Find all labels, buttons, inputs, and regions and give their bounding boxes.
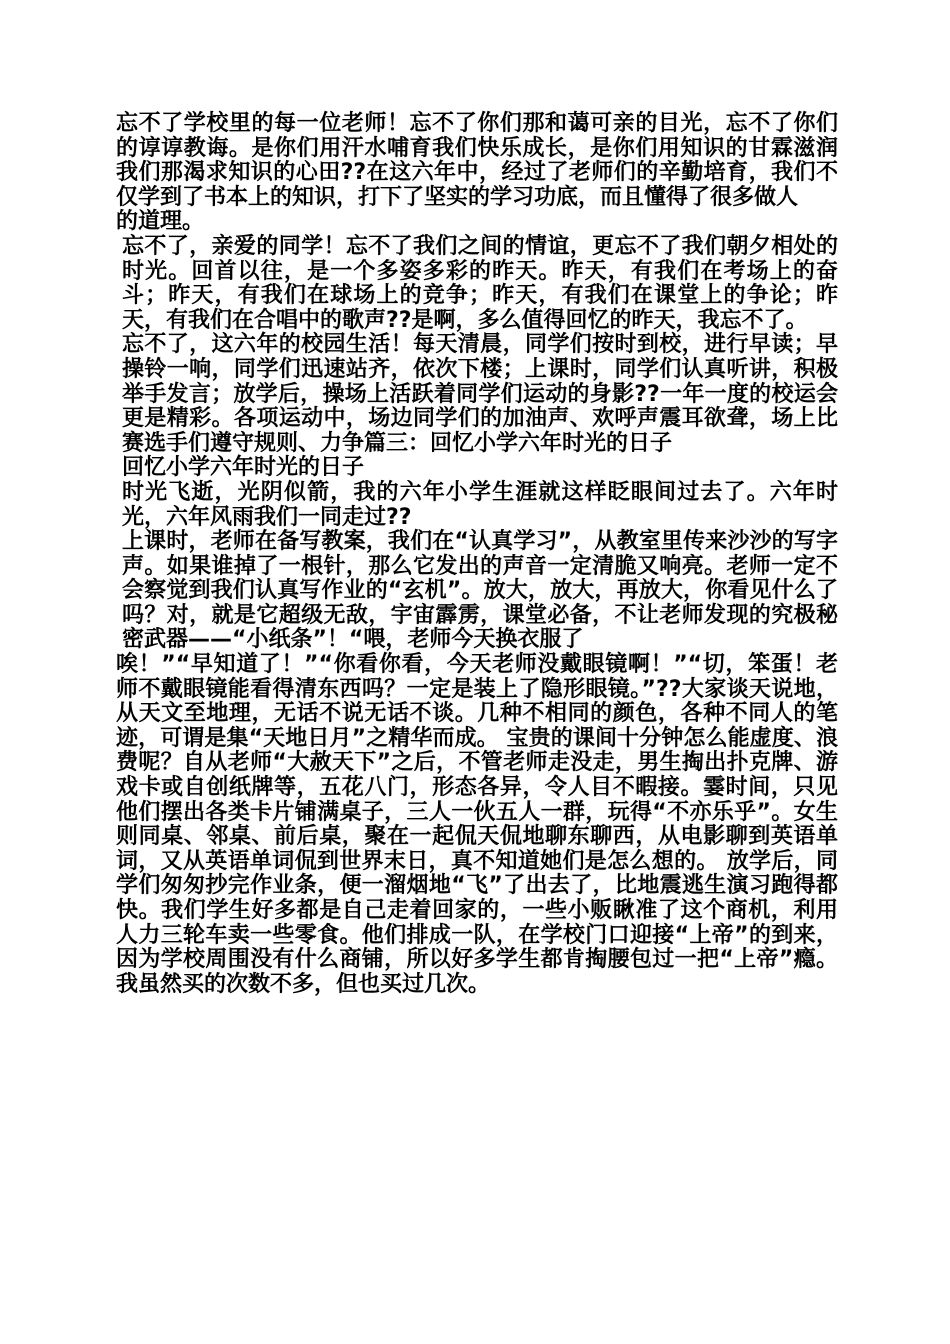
paragraph-teachers-end: 的道理。 bbox=[116, 209, 205, 235]
paragraph-classmates: 忘不了，亲爱的同学！忘不了我们之间的情谊，更忘不了我们朝夕相处的时光。回首以往，是一个多姿多彩的昨天。昨天，有我们在考场上的奋斗；昨天，有我们在球场上的竞争；昨天，有我们在课堂上的争论；昨天，有我们在合唱中的歌声??是啊，多么值得回忆的昨天，我忘不了。 bbox=[122, 233, 838, 333]
document-body bbox=[116, 112, 838, 997]
paragraph-in-class: 上课时，老师在备写教案，我们在“认真学习”，从教室里传来沙沙的写字声。如果谁掉了一根针，那么它发出的声音一定清脆又响亮。老师一定不会察觉到我们认真写作业的“玄机”。放大，放大，再放大，你看见什么了吗？对，就是它超级无敌，宇宙霹雳，课堂必备，不让老师发现的究极秘密武器——“小纸条”！“喂，老师今天换衣服了 bbox=[122, 529, 838, 653]
paragraph-break-time: 唉！”“早知道了！”“你看你看，今天老师没戴眼镜啊！”“切，笨蛋！老师不戴眼镜能看得清东西吗？一定是装上了隐形眼镜。”??大家谈天说地，从天文至地理，无话不说无话不谈。几种不相同的颜色，各种不同人的笔迹，可谓是集“天地日月”之精华而成。 宝贵的课间十分钟怎么能虚度、浪费呢？自从老师“大赦天下”之后，不管老师走没走，男生掏出扑克牌、游戏卡或自创纸牌等，五花八门，形态各异，令人目不暇接。霎时间，只见他们摆出各类卡片铺满桌子，三人一伙五人一群，玩得“不亦乐乎”。女生则同桌、邻桌、前后桌，聚在一起侃天侃地聊东聊西，从电影聊到英语单词，又从英语单词侃到世界末日，真不知道她们是怎么想的。 放学后，同学们匆匆抄完作业条，便一溜烟地“飞”了出去了，比地震逃生演习跑得都快。我们学生好多都是自己走着回家的，一些小贩瞅准了这个商机，利用人力三轮车卖一些零食。他们排成一队，在学校门口迎接“上帝”的到来，因为学校周围没有什么商铺，所以好多学生都肯掏腰包过一把“上帝”瘾。我虽然买的次数不多，但也买过几次。 bbox=[116, 652, 838, 997]
paragraph-teachers: 忘不了学校里的每一位老师！忘不了你们那和蔼可亲的目光，忘不了你们的谆谆教诲。是你们用汗水哺育我们快乐成长，是你们用知识的甘霖滋润我们那渴求知识的心田??在这六年中，经过了老师们的辛勤培育，我们不仅学到了书本上的知识，打下了坚实的学习功底，而且懂得了很多做人 bbox=[116, 111, 838, 210]
paragraph-time-flies: 时光飞逝，光阴似箭，我的六年小学生涯就这样眨眼间过去了。六年时光，六年风雨我们一同走过?? bbox=[122, 479, 838, 530]
paragraph-campus-life: 忘不了，这六年的校园生活！每天清晨，同学们按时到校，进行早读；早操铃一响，同学们迅速站齐，依次下楼；上课时，同学们认真听讲，积极举手发言；放学后，操场上活跃着同学们运动的身影??一年一度的校运会更是精彩。各项运动中，场边同学们的加油声、欢呼声震耳欲聋，场上比赛选手们遵守规则、力争篇三：回忆小学六年时光的日子 bbox=[122, 332, 838, 456]
section-heading: 回忆小学六年时光的日子 bbox=[122, 455, 365, 481]
